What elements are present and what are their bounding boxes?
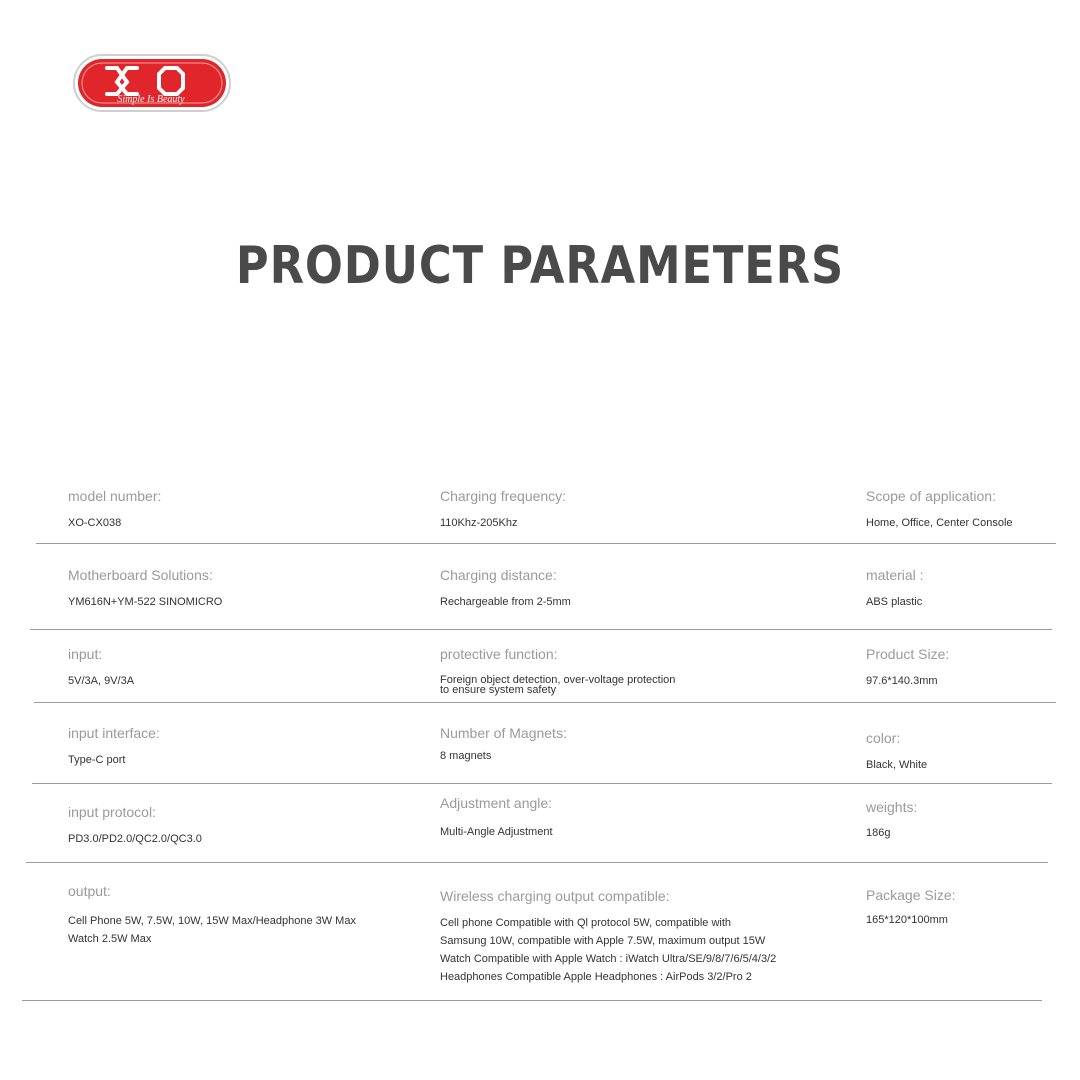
param-value: Cell Phone 5W, 7.5W, 10W, 15W Max/Headphone 3W Max Watch 2.5W Max	[68, 915, 356, 945]
param-label: Charging distance:	[440, 567, 557, 583]
param-value: ABS plastic	[866, 596, 923, 608]
param-label: Motherboard Solutions:	[68, 567, 213, 583]
brand-tagline: Simple Is Beauty	[117, 94, 185, 105]
param-label: Number of Magnets:	[440, 725, 567, 741]
param-value: YM616N+YM-522 SINOMICRO	[68, 596, 223, 608]
param-value: 110Khz-205Khz	[440, 517, 518, 529]
param-label: weights:	[866, 799, 918, 815]
param-value: Type-C port	[68, 754, 126, 766]
param-label: Adjustment angle:	[440, 795, 553, 811]
row-divider	[22, 1000, 1042, 1001]
param-value: 5V/3A, 9V/3A	[68, 675, 135, 687]
param-label: Wireless charging output compatible:	[440, 888, 670, 904]
param-value: Rechargeable from 2-5mm	[440, 596, 571, 608]
param-value: Home, Office, Center Console	[866, 517, 1013, 529]
param-label: input interface:	[68, 725, 160, 741]
param-label: output:	[68, 883, 111, 899]
param-label: protective function:	[440, 646, 558, 662]
param-value: 97.6*140.3mm	[866, 675, 938, 687]
row-divider	[30, 629, 1052, 630]
param-value: XO-CX038	[68, 517, 122, 529]
row-divider	[32, 783, 1052, 784]
param-value: 165*120*100mm	[866, 914, 948, 926]
row-divider	[26, 862, 1048, 863]
row-divider	[36, 543, 1056, 544]
param-value: 8 magnets	[440, 750, 492, 762]
param-value: PD3.0/PD2.0/QC2.0/QC3.0	[68, 833, 202, 845]
param-value: Cell phone Compatible with Ql protocol 5W, compatible with Samsung 10W, compatible with Apple 7.5W, maximum output 15W Watch Compatible with Apple Watch : iWatch Ultra/SE/9/8/7/6/5/4/3/2 Headphones Compatible Apple Headphones : AirPods 3/2/Pro 2	[440, 917, 777, 983]
brand-logo	[73, 54, 231, 112]
param-label: material :	[866, 567, 924, 583]
param-label: color:	[866, 730, 901, 746]
param-label: input protocol:	[68, 804, 156, 820]
param-label: Package Size:	[866, 887, 956, 903]
param-label: Product Size:	[866, 646, 950, 662]
param-value: Black, White	[866, 759, 928, 771]
param-label: Charging frequency:	[440, 488, 567, 504]
param-label: Scope of application:	[866, 488, 996, 504]
page-title: PRODUCT PARAMETERS	[235, 236, 845, 296]
row-divider	[34, 702, 1056, 703]
param-label: model number:	[68, 488, 162, 504]
param-value: 186g	[866, 827, 891, 839]
param-value: Multi-Angle Adjustment	[440, 826, 553, 838]
param-label: input:	[68, 646, 103, 662]
param-value: Foreign object detection, over-voltage protection to ensure system safety	[440, 674, 676, 696]
